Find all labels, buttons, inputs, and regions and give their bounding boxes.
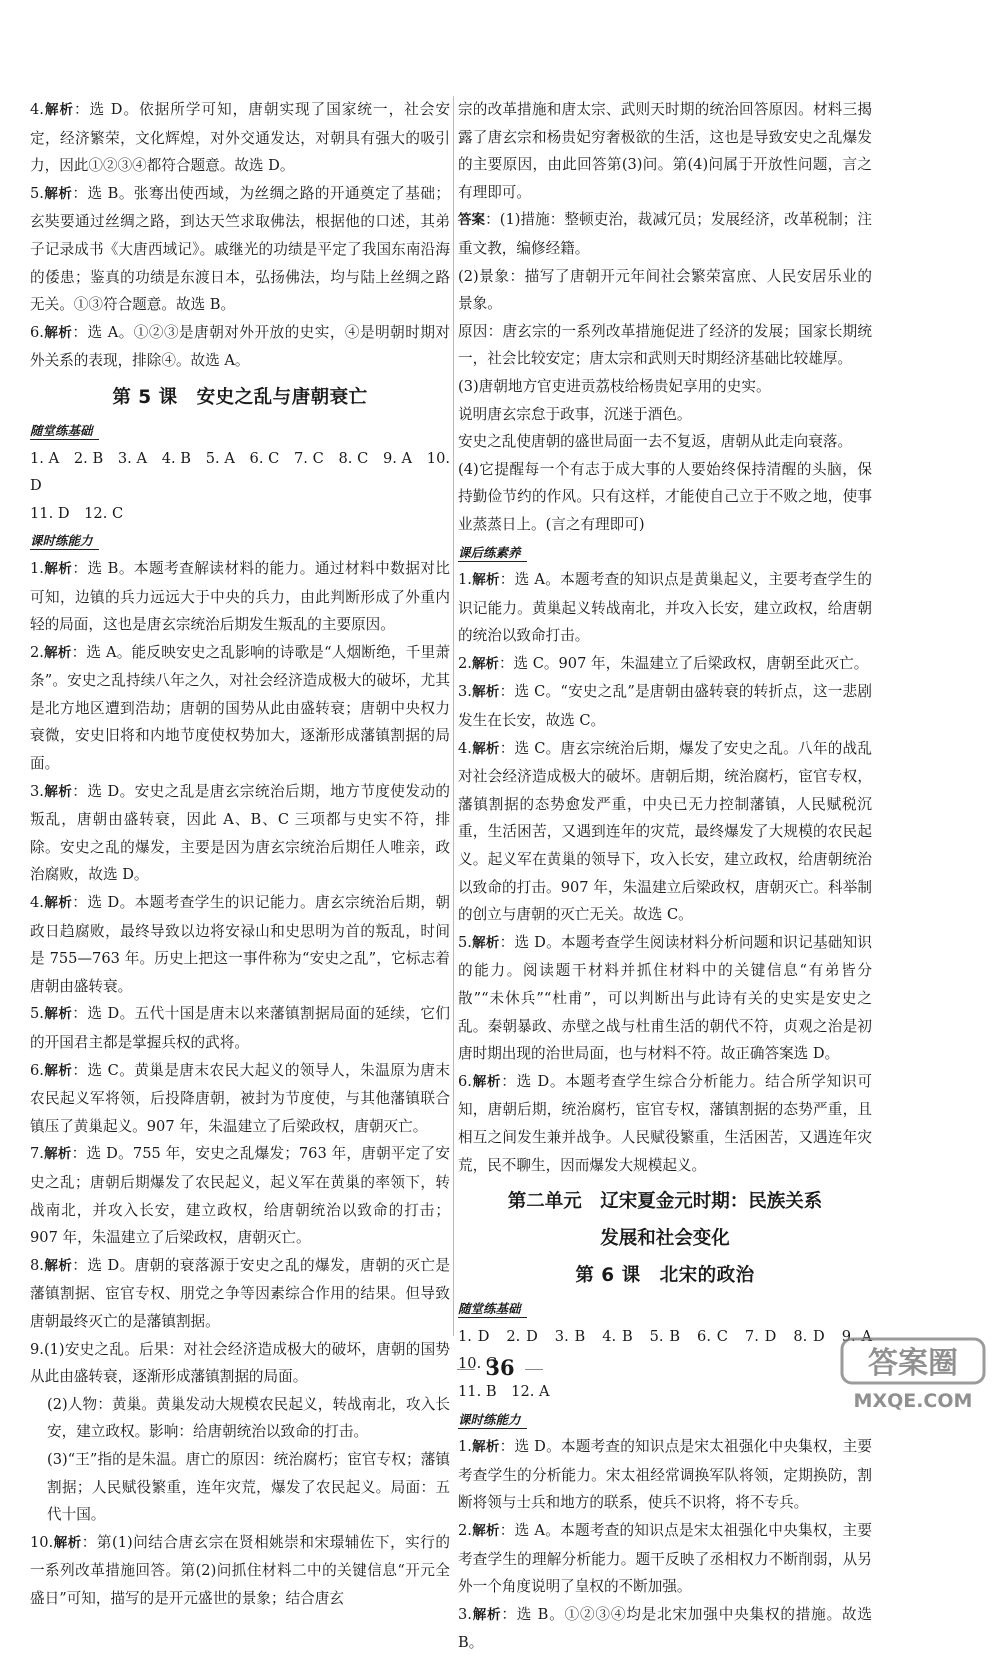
item-text: ：选 D。本题考查学生阅读材料分析问题和识记基础知识的能力。阅读题干材料并抓住材料中的关键信息“有弟皆分散”“未休兵”“杜甫”，可以判断出与此诗有关的史实是安史之乱。秦朝暴政、赤壁之战与杜甫生活的朝代不符，贞观之治是初唐时期出现的治世局面，也与材料不符。故正确答案选 D。 — [458, 933, 873, 1063]
item-keyword: 答案 — [458, 212, 486, 229]
answer-item — [30, 555, 450, 639]
unit-title: 第二单元 辽宋夏金元时期：民族关系 — [507, 1191, 823, 1213]
item-text: ：选 D。安史之乱是唐玄宗统治后期，地方节度使发动的叛乱，唐朝由盛转衰，因此 A、B、C 三项都与史实不符，排除。安史之乱的爆发，主要是因为唐玄宗统治后期任人唯亲，政治腐败，故选 D。 — [30, 782, 451, 884]
watermark-logo-text: 答案圈 — [868, 1346, 958, 1381]
answer-paragraph: 宗的改革措施和唐太宗、武则天时期的统治回答原因。材料三揭露了唐玄宗和杨贵妃穷奢极欲的生活，这也是导致安史之乱爆发的主要原因，由此回答第(3)问。第(4)问属于开放性问题，言之有理即可。 — [458, 101, 872, 201]
item-keyword: 解析 — [471, 655, 499, 672]
item-text: ：选 C。907 年，朱温建立了后梁政权，唐朝至此灭亡。 — [498, 654, 869, 672]
item-text: ：选 A。能反映安史之乱影响的诗歌是“人烟断绝，千里萧条”。安史之乱持续八年之久，对社会经济造成极大的破坏，尤其是北方地区遭到浩劫；唐朝的国势从此由盛转衰；唐朝中央权力衰微，安史旧将和内地节度使权势加大，逐渐形成藩镇割据的局面。 — [30, 643, 450, 773]
item-text: ：选 C。黄巢是唐末农民大起义的领导人，朱温原为唐末农民起义军将领，后投降唐朝，被封为节度使，与其他藩镇联合镇压了黄巢起义。907 年，朱温建立了后梁政权，唐朝灭亡。 — [30, 1061, 451, 1135]
item-keyword: 解析 — [471, 1073, 502, 1090]
item-keyword: 解析 — [471, 1439, 500, 1456]
item-keyword: 解析 — [43, 1257, 73, 1274]
item-keyword: 解析 — [471, 934, 500, 951]
item-text: ：选 B。张骞出使西域，为丝绸之路的开通奠定了基础；玄奘要通过丝绸之路，到达天竺求取佛法，根据他的口述，其弟子记录成书《大唐西域记》。戚继光的功绩是平定了我国东南沿海的倭患；鉴真的功绩是东渡日本，弘扬佛法，均与陆上丝绸之路无关。①③符合题意。故选 B。 — [30, 184, 451, 314]
answer-item — [30, 96, 450, 180]
section-heading-row — [458, 1295, 872, 1323]
item-number: 6. — [458, 1072, 472, 1090]
item-number: 3. — [458, 1605, 472, 1623]
watermark-site-text: MXQE.COM — [853, 1390, 973, 1412]
item-number: 1. — [30, 559, 44, 577]
answer-paragraph: 说明唐玄宗怠于政事，沉迷于酒色。 — [458, 405, 692, 423]
item-keyword: 解析 — [471, 1522, 500, 1539]
answer-item — [30, 778, 450, 889]
item-keyword: 解析 — [43, 1062, 73, 1079]
item-text: ：选 C。唐玄宗统治后期，爆发了安史之乱。八年的战乱对社会经济造成极大的破坏。唐朝后期，统治腐朽，宦官专权，藩镇割据的态势愈发严重，中央已无力控制藩镇，人民赋税沉重，生活困苦，又遇到连年的灾荒，最终爆发了大规模的农民起义。起义军在黄巢的领导下，攻入长安，建立政权，给唐朝统治以致命的打击。907 年，朱温建立后梁政权，唐朝灭亡。科举制的创立与唐朝的灭亡无关。故选 C。 — [458, 739, 872, 924]
page-number-dash-right — [525, 1369, 543, 1370]
answer-item — [30, 639, 450, 778]
item-number: 6. — [30, 323, 44, 341]
item-keyword: 解析 — [43, 324, 73, 341]
item-number: 6. — [30, 1061, 44, 1079]
answer-item — [30, 1529, 450, 1613]
item-keyword: 解析 — [43, 1146, 72, 1163]
item-keyword: 解析 — [43, 185, 73, 202]
item-keyword: 解析 — [43, 560, 73, 577]
item-text: (1)安史之乱。后果：对社会经济造成极大的破坏，唐朝的国势从此由盛转衰，逐渐形成藩镇割据的局面。 — [30, 1340, 450, 1386]
sub-answer: (2)人物：黄巢。黄巢发动大规模农民起义，转战南北，攻入长安，建立政权。影响：给唐朝统治以致命的打击。 — [47, 1395, 450, 1441]
item-keyword: 解析 — [43, 1006, 73, 1023]
section-heading: 课后练素养 — [458, 544, 527, 562]
unit-title: 发展和社会变化 — [600, 1228, 730, 1250]
answer-item — [30, 889, 450, 1000]
answer-item — [30, 1057, 450, 1141]
lesson-title: 第 6 课 北宋的政治 — [575, 1265, 755, 1287]
section-heading: 课时练能力 — [458, 1411, 527, 1429]
item-text: ：选 A。本题考查的知识点是宋太祖强化中央集权，主要考查学生的理解分析能力。题干反映了丞相权力不断削弱，从另外一个角度说明了皇权的不断加强。 — [458, 1521, 873, 1596]
answer-item — [30, 1140, 450, 1251]
item-text: ：选 B。①②③④均是北宋加强中央集权的措施。故选 B。 — [458, 1605, 872, 1652]
answer-paragraph: (3)唐朝地方官吏进贡荔枝给杨贵妃享用的史实。 — [458, 377, 771, 395]
item-number: 2. — [458, 1521, 472, 1539]
right-column — [458, 96, 887, 1657]
answer-paragraph: 原因：唐玄宗的一系列改革措施促进了经济的发展；国家长期统一，社会比较安定；唐太宗和武则天时期经济基础比较雄厚。 — [458, 322, 872, 368]
sub-answer: (3)“王”指的是朱温。唐亡的原因：统治腐朽；宦官专权；藩镇割据；人民赋役繁重，连年灾荒，爆发了农民起义。局面：五代十国。 — [47, 1450, 450, 1524]
item-text: ：选 D。依据所学可知，唐朝实现了国家统一，社会安定，经济繁荣，文化辉煌，对外交通发达，对朝具有强大的吸引力，因此①②③④都符合题意。故选 D。 — [30, 101, 451, 175]
section-heading-row — [30, 527, 450, 555]
item-text: ：选 B。本题考查解读材料的能力。通过材料中数据对比可知，边镇的兵力远远大于中央的兵力，由此判断形成了外重内轻的局面，这也是唐玄宗统治后期发生叛乱的主要原因。 — [30, 559, 451, 634]
answer-item — [458, 1601, 872, 1657]
section-heading: 随堂练基础 — [30, 422, 99, 440]
watermark-logo — [838, 1335, 988, 1413]
item-keyword: 解析 — [43, 895, 73, 912]
item-number: 2. — [458, 654, 472, 672]
item-text: ：第(1)问结合唐玄宗在贤相姚崇和宋璟辅佐下，实行的一系列改革措施回答。第(2)问抓住材料二中的关键信息“开元全盛日”可知，描写的是开元盛世的景象；结合唐玄 — [30, 1533, 450, 1607]
answer-item — [458, 1068, 872, 1179]
answer-item — [458, 566, 872, 650]
item-number: 7. — [30, 1145, 44, 1163]
column-divider — [453, 96, 454, 1336]
answer-item — [458, 678, 872, 734]
item-number: 5. — [30, 184, 44, 202]
answer-item — [458, 1517, 872, 1601]
item-number: 5. — [458, 933, 472, 951]
item-number: 4. — [30, 101, 44, 118]
section-heading-row — [30, 417, 450, 445]
answer-key-line: 1. A 2. B 3. A 4. B 5. A 6. C 7. C 8. C 9. A 10. D — [30, 449, 450, 495]
item-text: ：选 C。“安史之乱”是唐朝由盛转衰的转折点，这一悲剧发生在长安，故选 C。 — [458, 683, 873, 730]
item-number: 5. — [30, 1005, 44, 1023]
answer-item — [458, 206, 872, 262]
left-column — [30, 96, 450, 1612]
item-keyword: 解析 — [471, 1606, 502, 1623]
item-text: ：选 D。本题考查学生综合分析能力。结合所学知识可知，唐朝后期，统治腐朽，宦官专权，藩镇割据的态势严重，且相互之间发生兼并战争。人民赋役繁重，生活困苦，又遇连年灾荒，民不聊生，因而爆发大规模起义。 — [458, 1072, 873, 1174]
item-number: 3. — [458, 683, 472, 701]
item-keyword: 解析 — [471, 572, 500, 589]
item-text: ：选 A。①②③是唐朝对外开放的史实，④是明朝时期对外关系的表现，排除④。故选 A。 — [30, 323, 451, 370]
item-number: 1. — [458, 1438, 472, 1456]
page-number-text: 36 — [485, 1355, 515, 1380]
item-number: 8. — [30, 1256, 44, 1274]
item-number: 3. — [30, 782, 44, 800]
item-text: ：选 D。本题考查学生的识记能力。唐玄宗统治后期，朝政日趋腐败，最终导致以边将安禄山和史思明为首的叛乱，时间是 755—763 年。历史上把这一事件称为“安史之乱”，它标志着唐朝由盛转衰。 — [30, 894, 451, 995]
item-number: 9. — [30, 1340, 44, 1358]
item-number: 1. — [458, 571, 472, 589]
item-number: 2. — [30, 643, 44, 661]
page-number-dash-left — [457, 1369, 475, 1370]
answer-paragraph: (2)景象：描写了唐朝开元年间社会繁荣富庶、人民安居乐业的景象。 — [458, 267, 872, 313]
answer-key-line: 11. B 12. A — [458, 1382, 550, 1400]
item-keyword: 解析 — [43, 644, 72, 661]
item-text: ：选 A。本题考查的知识点是黄巢起义，主要考查学生的识记能力。黄巢起义转战南北，并攻入长安，建立政权，给唐朝的统治以致命打击。 — [458, 571, 873, 645]
item-text: ：选 D。本题考查的知识点是宋太祖强化中央集权，主要考查学生的分析能力。宋太祖经常调换军队将领，定期换防，割断将领与士兵和地方的联系，使兵不识将，将不专兵。 — [458, 1438, 873, 1512]
section-heading-row — [458, 1406, 872, 1434]
answer-item — [458, 735, 872, 929]
answer-item — [458, 1433, 872, 1517]
item-number: 4. — [30, 894, 44, 912]
lesson-title: 第 5 课 安史之乱与唐朝衰亡 — [112, 386, 368, 408]
item-text: ：选 D。五代十国是唐末以来藩镇割据局面的延续，它们的开国君主都是掌握兵权的武将。 — [30, 1005, 451, 1051]
answer-item — [458, 650, 872, 679]
answer-paragraph: (4)它提醒每一个有志于成大事的人要始终保持清醒的头脑，保持勤俭节约的作风。只有这样，才能使自己立于不败之地，使事业蒸蒸日上。(言之有理即可) — [458, 460, 872, 533]
item-keyword: 解析 — [471, 684, 500, 701]
answer-item — [30, 1252, 450, 1336]
answer-key-line: 11. D 12. C — [30, 504, 124, 522]
item-keyword: 解析 — [43, 783, 73, 800]
answer-item — [458, 929, 872, 1068]
item-text: ：选 D。755 年，安史之乱爆发；763 年，唐朝平定了安史之乱；唐朝后期爆发了农民起义，起义军在黄巢的率领下，转战南北，并攻入长安，建立政权，给唐朝统治以致命的打击；907 年，朱温建立了后梁政权，唐朝灭亡。 — [30, 1145, 450, 1247]
item-text: ：选 D。唐朝的衰落源于安史之乱的爆发，唐朝的灭亡是藩镇割据、宦官专权、朋党之争等因素综合作用的结果。但导致唐朝最终灭亡的是藩镇割据。 — [30, 1256, 451, 1330]
item-keyword: 解析 — [53, 1534, 82, 1551]
answer-item — [30, 319, 450, 375]
answer-item — [30, 1000, 450, 1056]
item-keyword: 解析 — [43, 102, 74, 118]
section-heading-row — [458, 539, 872, 567]
answer-key-line: 1. D 2. D 3. B 4. B 5. B 6. C 7. D 8. D 9. A 10. C — [458, 1327, 887, 1373]
item-keyword: 解析 — [471, 740, 500, 757]
item-text: ：(1)措施：整顿吏治，裁减冗员；发展经济，改革税制；注重文教，编修经籍。 — [458, 211, 872, 257]
section-heading: 课时练能力 — [30, 532, 99, 550]
answer-paragraph: 安史之乱使唐朝的盛世局面一去不复返，唐朝从此走向衰落。 — [458, 433, 853, 451]
item-number: 10. — [30, 1533, 54, 1551]
item-number: 4. — [458, 739, 472, 757]
section-heading: 随堂练基础 — [458, 1300, 527, 1318]
answer-item — [30, 180, 450, 319]
